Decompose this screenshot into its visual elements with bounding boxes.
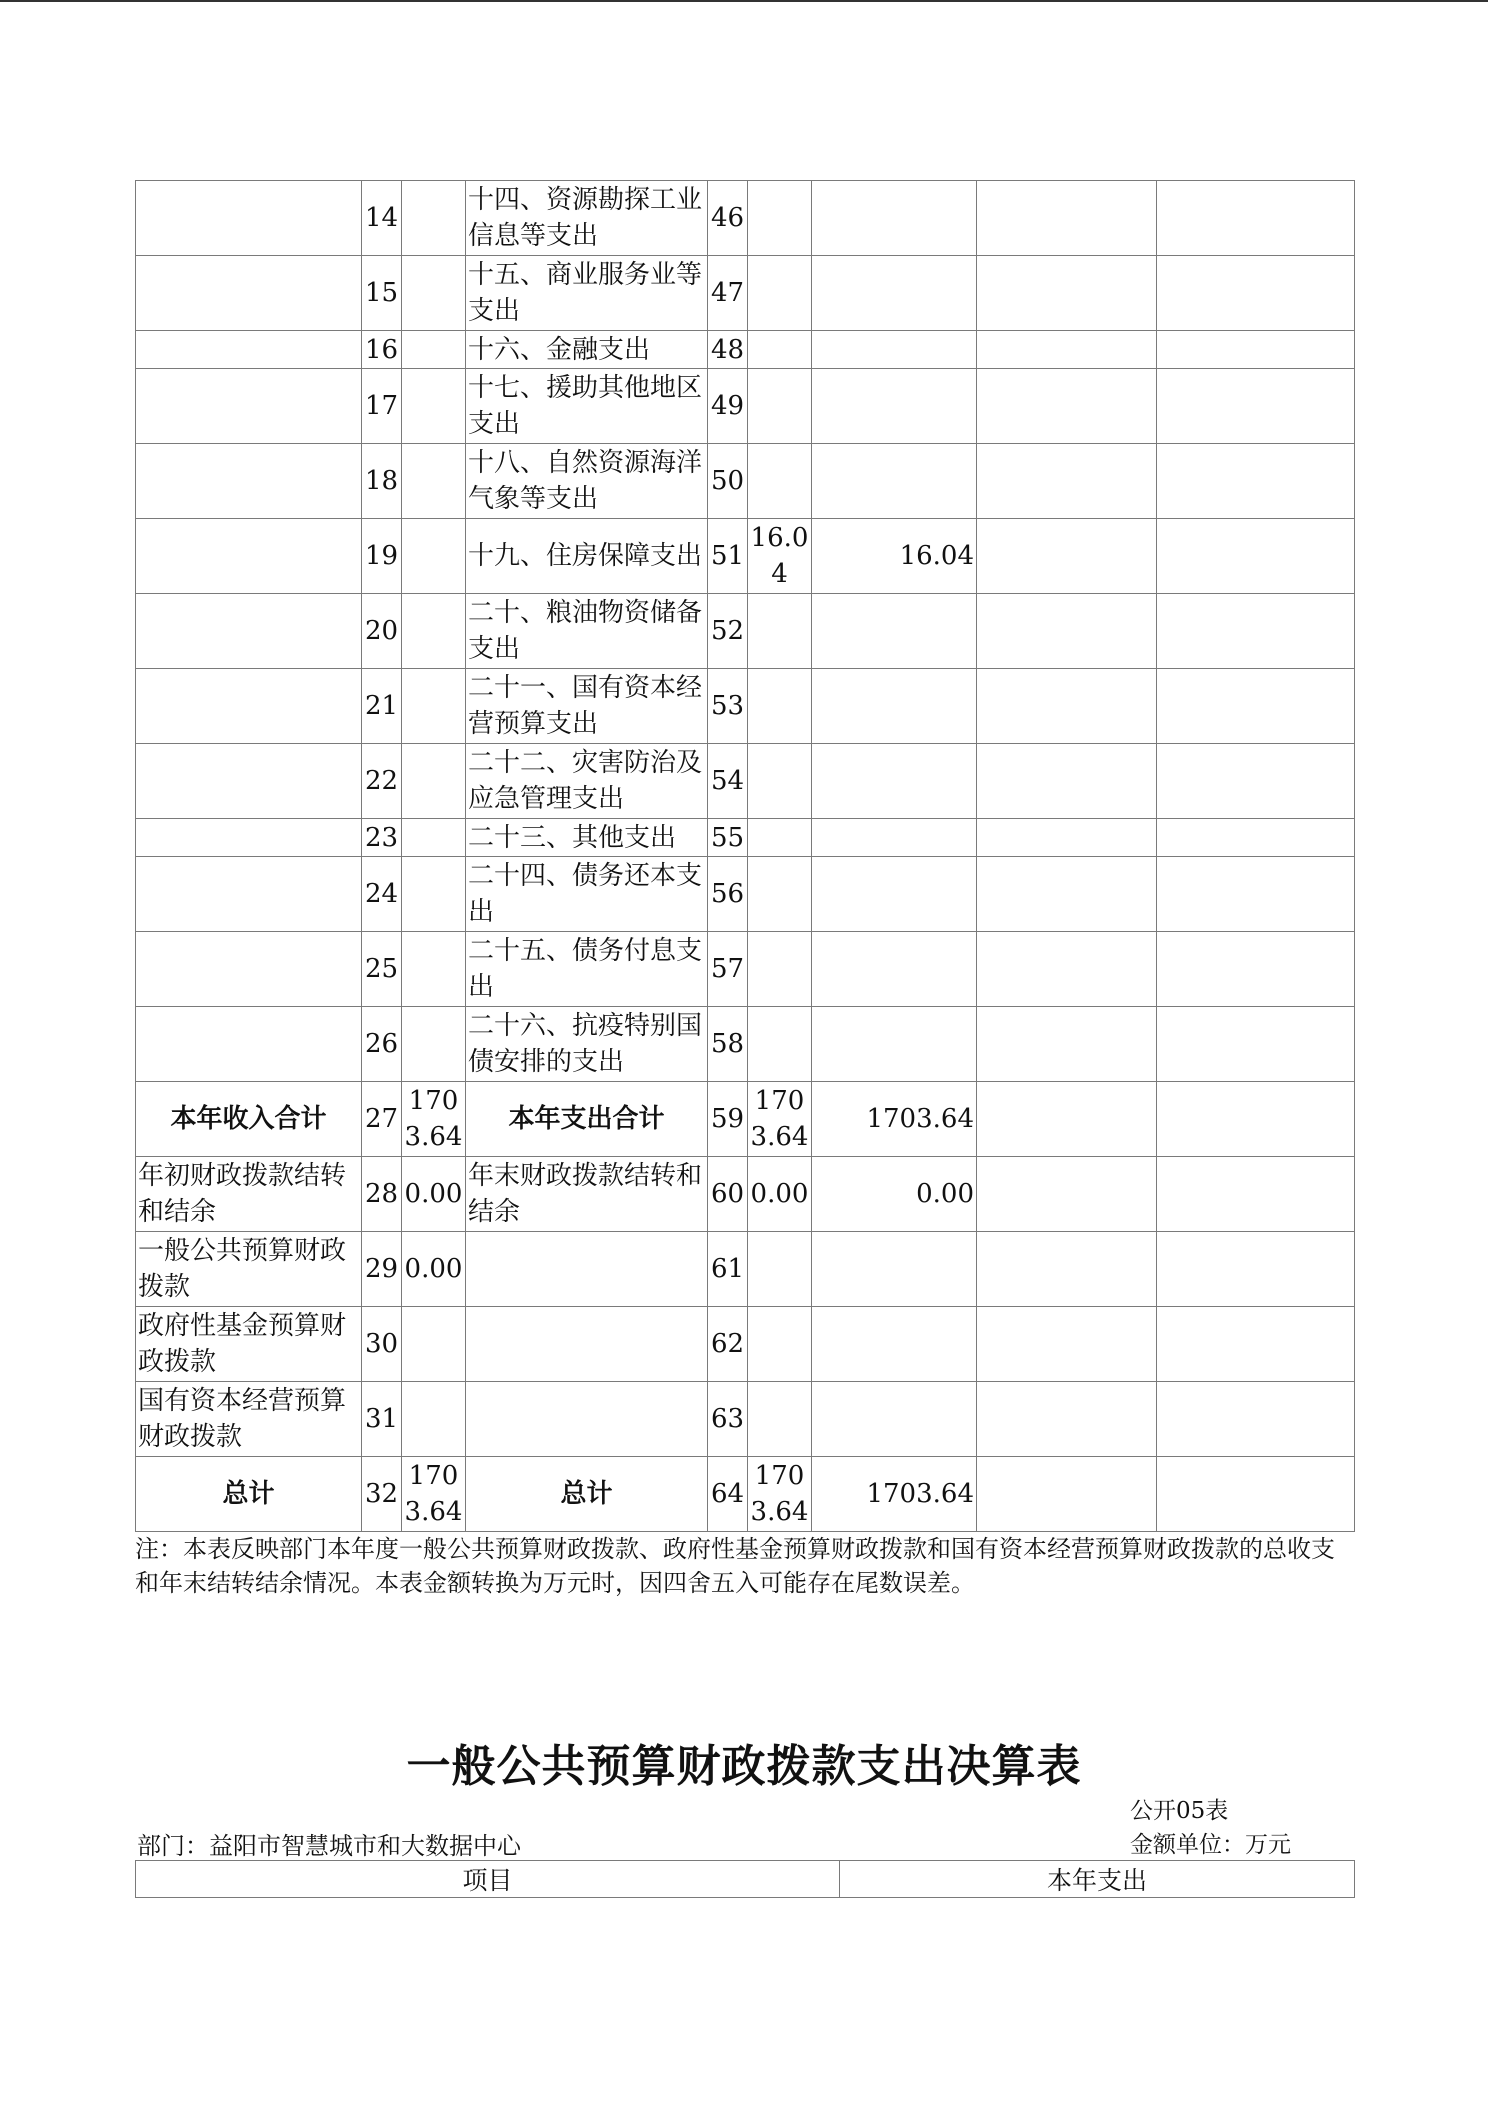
left-item-label bbox=[136, 594, 362, 669]
page-title: 一般公共预算财政拨款支出决算表 bbox=[406, 1741, 1082, 1792]
left-amount bbox=[402, 369, 466, 444]
right-amount bbox=[748, 1232, 812, 1307]
left-amount bbox=[402, 819, 466, 857]
table-row bbox=[136, 331, 1355, 369]
right-row-number: 60 bbox=[708, 1157, 748, 1232]
right-amount bbox=[748, 857, 812, 932]
right-subtotal bbox=[812, 1307, 977, 1382]
left-item-label bbox=[136, 181, 362, 256]
right-amount bbox=[748, 369, 812, 444]
left-row-number: 28 bbox=[362, 1157, 402, 1232]
right-row-number: 47 bbox=[708, 256, 748, 331]
right-row-number: 57 bbox=[708, 932, 748, 1007]
table-row bbox=[136, 932, 1355, 1007]
expenditure-table-header bbox=[135, 1860, 1355, 1898]
left-item-label: 总计 bbox=[136, 1457, 362, 1532]
left-item-label bbox=[136, 857, 362, 932]
left-amount bbox=[402, 1307, 466, 1382]
right-item-label: 十四、资源勘探工业信息等支出 bbox=[466, 181, 708, 256]
left-amount bbox=[402, 1007, 466, 1082]
table-row bbox=[136, 1457, 1355, 1532]
right-item-label: 二十、粮油物资储备支出 bbox=[466, 594, 708, 669]
right-amount bbox=[748, 1382, 812, 1457]
right-col-9 bbox=[1157, 331, 1355, 369]
right-row-number: 61 bbox=[708, 1232, 748, 1307]
right-col-9 bbox=[1157, 519, 1355, 594]
right-subtotal: 1703.64 bbox=[812, 1082, 977, 1157]
left-row-number: 20 bbox=[362, 594, 402, 669]
table-row bbox=[136, 1007, 1355, 1082]
right-col-9 bbox=[1157, 594, 1355, 669]
right-item-label: 二十六、抗疫特别国债安排的支出 bbox=[466, 1007, 708, 1082]
right-amount bbox=[748, 444, 812, 519]
table-row bbox=[136, 1157, 1355, 1232]
left-row-number: 19 bbox=[362, 519, 402, 594]
left-item-label bbox=[136, 519, 362, 594]
right-item-label: 十五、商业服务业等支出 bbox=[466, 256, 708, 331]
right-col-8 bbox=[977, 256, 1157, 331]
right-col-9 bbox=[1157, 1157, 1355, 1232]
right-col-9 bbox=[1157, 819, 1355, 857]
right-item-label bbox=[466, 1307, 708, 1382]
right-amount bbox=[748, 669, 812, 744]
right-row-number: 58 bbox=[708, 1007, 748, 1082]
left-row-number: 32 bbox=[362, 1457, 402, 1532]
right-subtotal bbox=[812, 857, 977, 932]
right-row-number: 56 bbox=[708, 857, 748, 932]
left-item-label: 国有资本经营预算财政拨款 bbox=[136, 1382, 362, 1457]
right-row-number: 63 bbox=[708, 1382, 748, 1457]
income-expenditure-table bbox=[135, 180, 1355, 1532]
right-col-8 bbox=[977, 669, 1157, 744]
right-subtotal bbox=[812, 1007, 977, 1082]
right-subtotal bbox=[812, 744, 977, 819]
right-col-8 bbox=[977, 819, 1157, 857]
table-row bbox=[136, 1232, 1355, 1307]
right-row-number: 46 bbox=[708, 181, 748, 256]
right-item-label: 二十一、国有资本经营预算支出 bbox=[466, 669, 708, 744]
right-item-label: 年末财政拨款结转和结余 bbox=[466, 1157, 708, 1232]
right-row-number: 54 bbox=[708, 744, 748, 819]
right-amount bbox=[748, 181, 812, 256]
right-subtotal bbox=[812, 369, 977, 444]
right-amount bbox=[748, 819, 812, 857]
left-item-label: 政府性基金预算财政拨款 bbox=[136, 1307, 362, 1382]
right-col-9 bbox=[1157, 1457, 1355, 1532]
header-current-year-expenditure: 本年支出 bbox=[840, 1861, 1355, 1898]
left-row-number: 30 bbox=[362, 1307, 402, 1382]
right-col-9 bbox=[1157, 744, 1355, 819]
right-subtotal: 1703.64 bbox=[812, 1457, 977, 1532]
right-col-8 bbox=[977, 1082, 1157, 1157]
right-item-label: 总计 bbox=[466, 1457, 708, 1532]
right-subtotal bbox=[812, 444, 977, 519]
right-subtotal bbox=[812, 256, 977, 331]
left-amount bbox=[402, 932, 466, 1007]
left-row-number: 14 bbox=[362, 181, 402, 256]
right-amount: 16.04 bbox=[748, 519, 812, 594]
table-row bbox=[136, 857, 1355, 932]
right-item-label: 十六、金融支出 bbox=[466, 331, 708, 369]
left-amount: 0.00 bbox=[402, 1157, 466, 1232]
right-col-8 bbox=[977, 519, 1157, 594]
form-code: 公开05表 bbox=[1130, 1798, 1229, 1824]
left-amount: 1703.64 bbox=[402, 1457, 466, 1532]
table-row bbox=[136, 1307, 1355, 1382]
right-row-number: 49 bbox=[708, 369, 748, 444]
right-subtotal bbox=[812, 932, 977, 1007]
left-row-number: 29 bbox=[362, 1232, 402, 1307]
right-row-number: 48 bbox=[708, 331, 748, 369]
table-row bbox=[136, 1382, 1355, 1457]
left-item-label bbox=[136, 1007, 362, 1082]
right-col-9 bbox=[1157, 1007, 1355, 1082]
right-row-number: 50 bbox=[708, 444, 748, 519]
right-amount bbox=[748, 331, 812, 369]
right-col-8 bbox=[977, 1157, 1157, 1232]
table-row bbox=[136, 444, 1355, 519]
right-col-8 bbox=[977, 857, 1157, 932]
left-amount bbox=[402, 444, 466, 519]
right-subtotal bbox=[812, 181, 977, 256]
right-col-9 bbox=[1157, 669, 1355, 744]
right-amount bbox=[748, 932, 812, 1007]
right-subtotal bbox=[812, 669, 977, 744]
right-col-9 bbox=[1157, 1307, 1355, 1382]
left-row-number: 18 bbox=[362, 444, 402, 519]
right-item-label: 二十四、债务还本支出 bbox=[466, 857, 708, 932]
right-subtotal bbox=[812, 1232, 977, 1307]
left-item-label bbox=[136, 369, 362, 444]
right-col-8 bbox=[977, 1232, 1157, 1307]
table-row bbox=[136, 819, 1355, 857]
right-row-number: 62 bbox=[708, 1307, 748, 1382]
right-col-9 bbox=[1157, 1232, 1355, 1307]
left-item-label bbox=[136, 744, 362, 819]
right-row-number: 52 bbox=[708, 594, 748, 669]
left-amount bbox=[402, 744, 466, 819]
left-amount bbox=[402, 256, 466, 331]
right-subtotal: 0.00 bbox=[812, 1157, 977, 1232]
right-item-label: 本年支出合计 bbox=[466, 1082, 708, 1157]
left-amount bbox=[402, 331, 466, 369]
right-item-label: 十九、住房保障支出 bbox=[466, 519, 708, 594]
right-col-8 bbox=[977, 331, 1157, 369]
right-col-8 bbox=[977, 1382, 1157, 1457]
right-row-number: 59 bbox=[708, 1082, 748, 1157]
right-col-8 bbox=[977, 369, 1157, 444]
page-top-border bbox=[0, 0, 1488, 2]
right-col-8 bbox=[977, 1007, 1157, 1082]
right-item-label: 二十五、债务付息支出 bbox=[466, 932, 708, 1007]
right-amount bbox=[748, 1007, 812, 1082]
left-amount bbox=[402, 519, 466, 594]
left-row-number: 16 bbox=[362, 331, 402, 369]
left-amount bbox=[402, 1382, 466, 1457]
left-row-number: 22 bbox=[362, 744, 402, 819]
right-col-8 bbox=[977, 444, 1157, 519]
right-col-9 bbox=[1157, 932, 1355, 1007]
amount-unit: 金额单位：万元 bbox=[1130, 1832, 1291, 1858]
right-col-8 bbox=[977, 932, 1157, 1007]
header-item: 项目 bbox=[136, 1861, 840, 1898]
right-amount: 0.00 bbox=[748, 1157, 812, 1232]
right-amount: 1703.64 bbox=[748, 1082, 812, 1157]
left-item-label: 年初财政拨款结转和结余 bbox=[136, 1157, 362, 1232]
right-col-8 bbox=[977, 181, 1157, 256]
table-row bbox=[136, 369, 1355, 444]
table-row bbox=[136, 256, 1355, 331]
left-amount: 1703.64 bbox=[402, 1082, 466, 1157]
right-row-number: 64 bbox=[708, 1457, 748, 1532]
right-col-8 bbox=[977, 1457, 1157, 1532]
right-col-9 bbox=[1157, 1382, 1355, 1457]
left-row-number: 31 bbox=[362, 1382, 402, 1457]
left-row-number: 25 bbox=[362, 932, 402, 1007]
right-item-label: 二十二、灾害防治及应急管理支出 bbox=[466, 744, 708, 819]
right-item-label: 十七、援助其他地区支出 bbox=[466, 369, 708, 444]
right-col-9 bbox=[1157, 857, 1355, 932]
left-row-number: 26 bbox=[362, 1007, 402, 1082]
left-row-number: 24 bbox=[362, 857, 402, 932]
left-item-label bbox=[136, 256, 362, 331]
right-col-9 bbox=[1157, 256, 1355, 331]
left-item-label bbox=[136, 331, 362, 369]
right-amount bbox=[748, 256, 812, 331]
left-item-label bbox=[136, 444, 362, 519]
right-row-number: 53 bbox=[708, 669, 748, 744]
right-row-number: 51 bbox=[708, 519, 748, 594]
left-item-label bbox=[136, 819, 362, 857]
left-item-label: 本年收入合计 bbox=[136, 1082, 362, 1157]
table-row bbox=[136, 594, 1355, 669]
right-subtotal bbox=[812, 1382, 977, 1457]
left-item-label bbox=[136, 669, 362, 744]
right-item-label bbox=[466, 1232, 708, 1307]
right-amount bbox=[748, 1307, 812, 1382]
table-row bbox=[136, 519, 1355, 594]
right-amount: 1703.64 bbox=[748, 1457, 812, 1532]
left-amount bbox=[402, 669, 466, 744]
department-label: 部门：益阳市智慧城市和大数据中心 bbox=[137, 1832, 521, 1860]
left-row-number: 17 bbox=[362, 369, 402, 444]
left-amount bbox=[402, 181, 466, 256]
table-note: 注：本表反映部门本年度一般公共预算财政拨款、政府性基金预算财政拨款和国有资本经营预算财政拨款的总收支和年末结转结余情况。本表金额转换为万元时，因四舍五入可能存在尾数误差。 bbox=[135, 1535, 1335, 1597]
table-row bbox=[136, 181, 1355, 256]
table-row bbox=[136, 744, 1355, 819]
left-row-number: 27 bbox=[362, 1082, 402, 1157]
left-amount: 0.00 bbox=[402, 1232, 466, 1307]
right-subtotal bbox=[812, 594, 977, 669]
left-item-label: 一般公共预算财政拨款 bbox=[136, 1232, 362, 1307]
right-col-9 bbox=[1157, 1082, 1355, 1157]
right-subtotal: 16.04 bbox=[812, 519, 977, 594]
right-item-label: 十八、自然资源海洋气象等支出 bbox=[466, 444, 708, 519]
table-row bbox=[136, 1082, 1355, 1157]
right-col-8 bbox=[977, 594, 1157, 669]
right-col-9 bbox=[1157, 181, 1355, 256]
left-amount bbox=[402, 857, 466, 932]
right-col-9 bbox=[1157, 444, 1355, 519]
right-amount bbox=[748, 594, 812, 669]
left-item-label bbox=[136, 932, 362, 1007]
right-row-number: 55 bbox=[708, 819, 748, 857]
left-row-number: 21 bbox=[362, 669, 402, 744]
right-item-label bbox=[466, 1382, 708, 1457]
left-amount bbox=[402, 594, 466, 669]
right-item-label: 二十三、其他支出 bbox=[466, 819, 708, 857]
right-amount bbox=[748, 744, 812, 819]
right-col-8 bbox=[977, 1307, 1157, 1382]
right-col-8 bbox=[977, 744, 1157, 819]
table-row bbox=[136, 669, 1355, 744]
left-row-number: 15 bbox=[362, 256, 402, 331]
right-subtotal bbox=[812, 819, 977, 857]
right-col-9 bbox=[1157, 369, 1355, 444]
left-row-number: 23 bbox=[362, 819, 402, 857]
right-subtotal bbox=[812, 331, 977, 369]
